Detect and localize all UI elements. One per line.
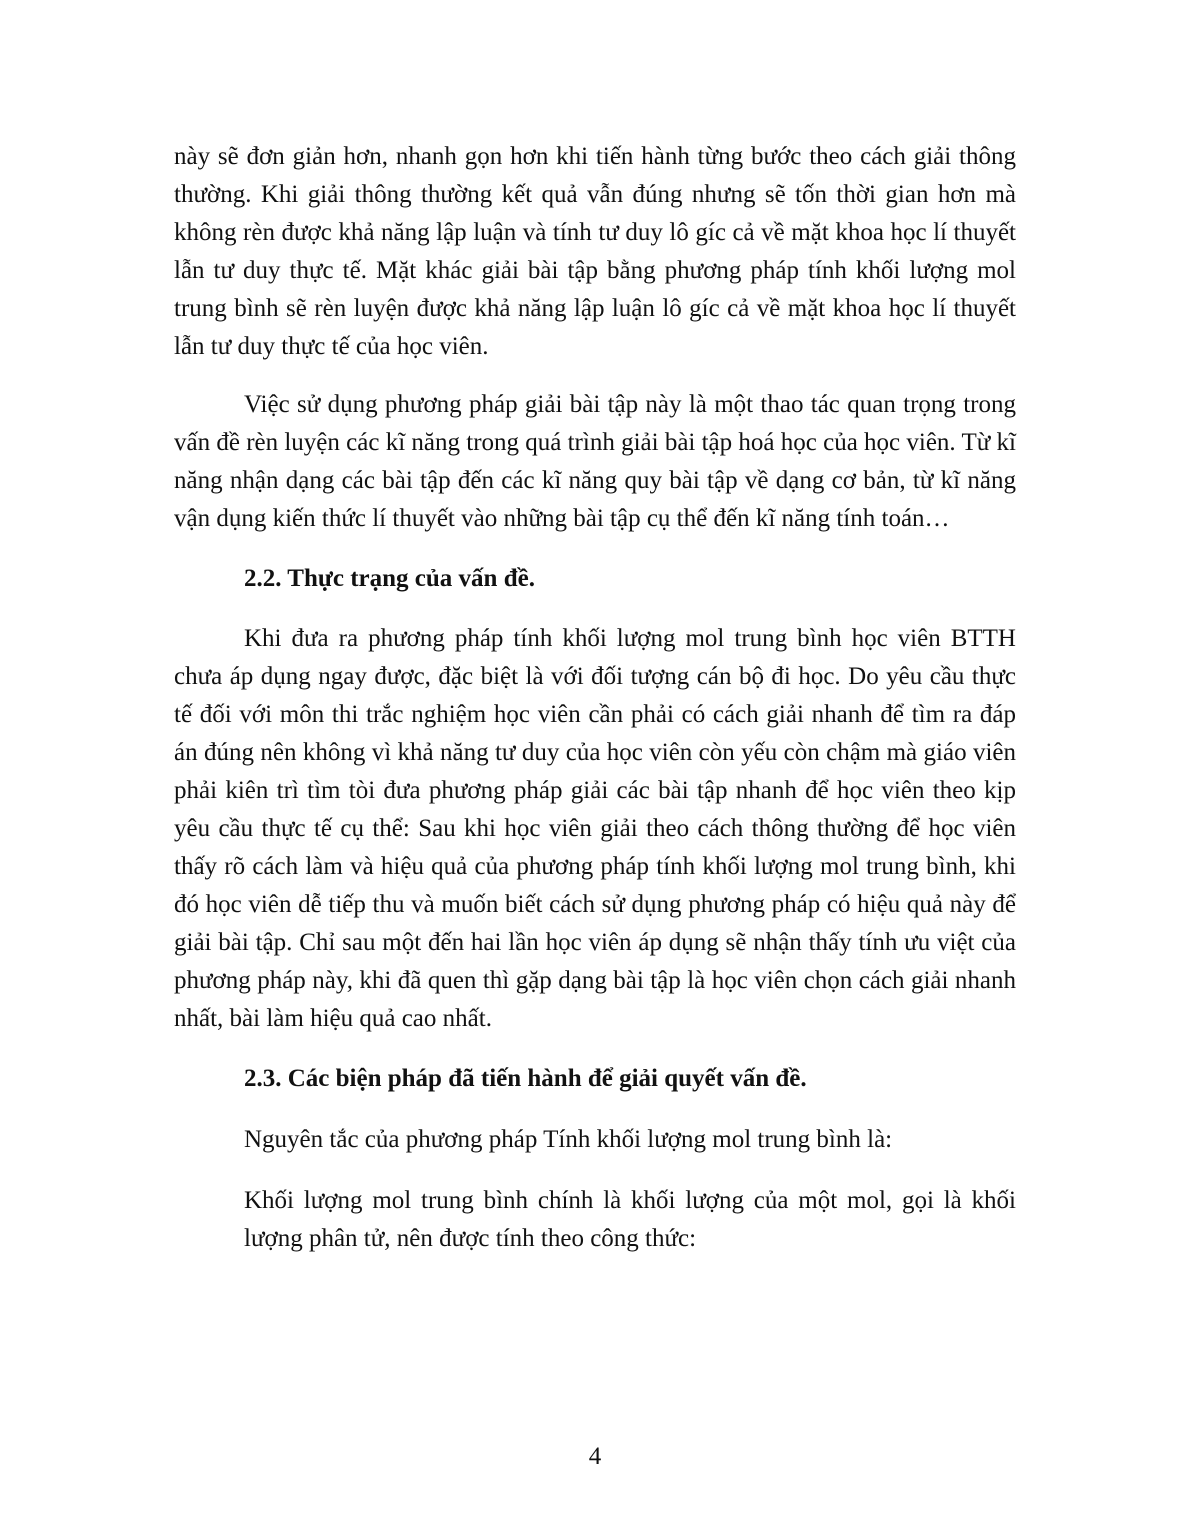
paragraph-method-importance: Việc sử dụng phương pháp giải bài tập này là một thao tác quan trọng trong vấn đề rèn luyện các kĩ năng trong quá trình giải bài tập hoá học của học viên. Từ kĩ năng nhận dạng các bài tập đến các kĩ năng quy bài tập về dạng cơ bản, từ kĩ năng vận dụng kiến thức lí thuyết vào những bài tập cụ thể đến kĩ năng tính toán… <box>174 391 1016 532</box>
paragraph-principle-definition: Khối lượng mol trung bình chính là khối lượng của một mol, gọi là khối lượng phân tử, nên được tính theo công thức: <box>244 1187 1016 1252</box>
page-content <box>174 138 1016 1258</box>
section-heading-2-3: 2.3. Các biện pháp đã tiến hành để giải quyết vấn đề. <box>244 1065 807 1092</box>
paragraph-continuation: này sẽ đơn giản hơn, nhanh gọn hơn khi tiến hành từng bước theo cách giải thông thường. Khi giải thông thường kết quả vẫn đúng nhưng sẽ tốn thời gian hơn mà không rèn được khả năng lập luận và tính tư duy lô gíc cả về mặt khoa học lí thuyết lẫn tư duy thực tế. Mặt khác giải bài tập bằng phương pháp tính khối lượng mol trung bình sẽ rèn luyện được khả năng lập luận lô gíc cả về mặt khoa học lí thuyết lẫn tư duy thực tế của học viên. <box>174 143 1016 360</box>
paragraph-current-situation: Khi đưa ra phương pháp tính khối lượng mol trung bình học viên BTTH chưa áp dụng ngay được, đặc biệt là với đối tượng cán bộ đi học. Do yêu cầu thực tế đối với môn thi trắc nghiệm học viên cần phải có cách giải nhanh để tìm ra đáp án đúng nên không vì khả năng tư duy của học viên còn yếu còn chậm mà giáo viên phải kiên trì tìm tòi đưa phương pháp giải các bài tập nhanh để học viên theo kịp yêu cầu thực tế cụ thể: Sau khi học viên giải theo cách thông thường để học viên thấy rõ cách làm và hiệu quả của phương pháp tính khối lượng mol trung bình, khi đó học viên dễ tiếp thu và muốn biết cách sử dụng phương pháp có hiệu quả này để giải bài tập. Chỉ sau một đến hai lần học viên áp dụng sẽ nhận thấy tính ưu việt của phương pháp này, khi đã quen thì gặp dạng bài tập là học viên chọn cách giải nhanh nhất, bài làm hiệu quả cao nhất. <box>174 625 1016 1032</box>
section-heading-2-2: 2.2. Thực trạng của vấn đề. <box>244 565 535 592</box>
page-number: 4 <box>588 1443 602 1470</box>
paragraph-principle-intro: Nguyên tắc của phương pháp Tính khối lượng mol trung bình là: <box>244 1126 893 1153</box>
